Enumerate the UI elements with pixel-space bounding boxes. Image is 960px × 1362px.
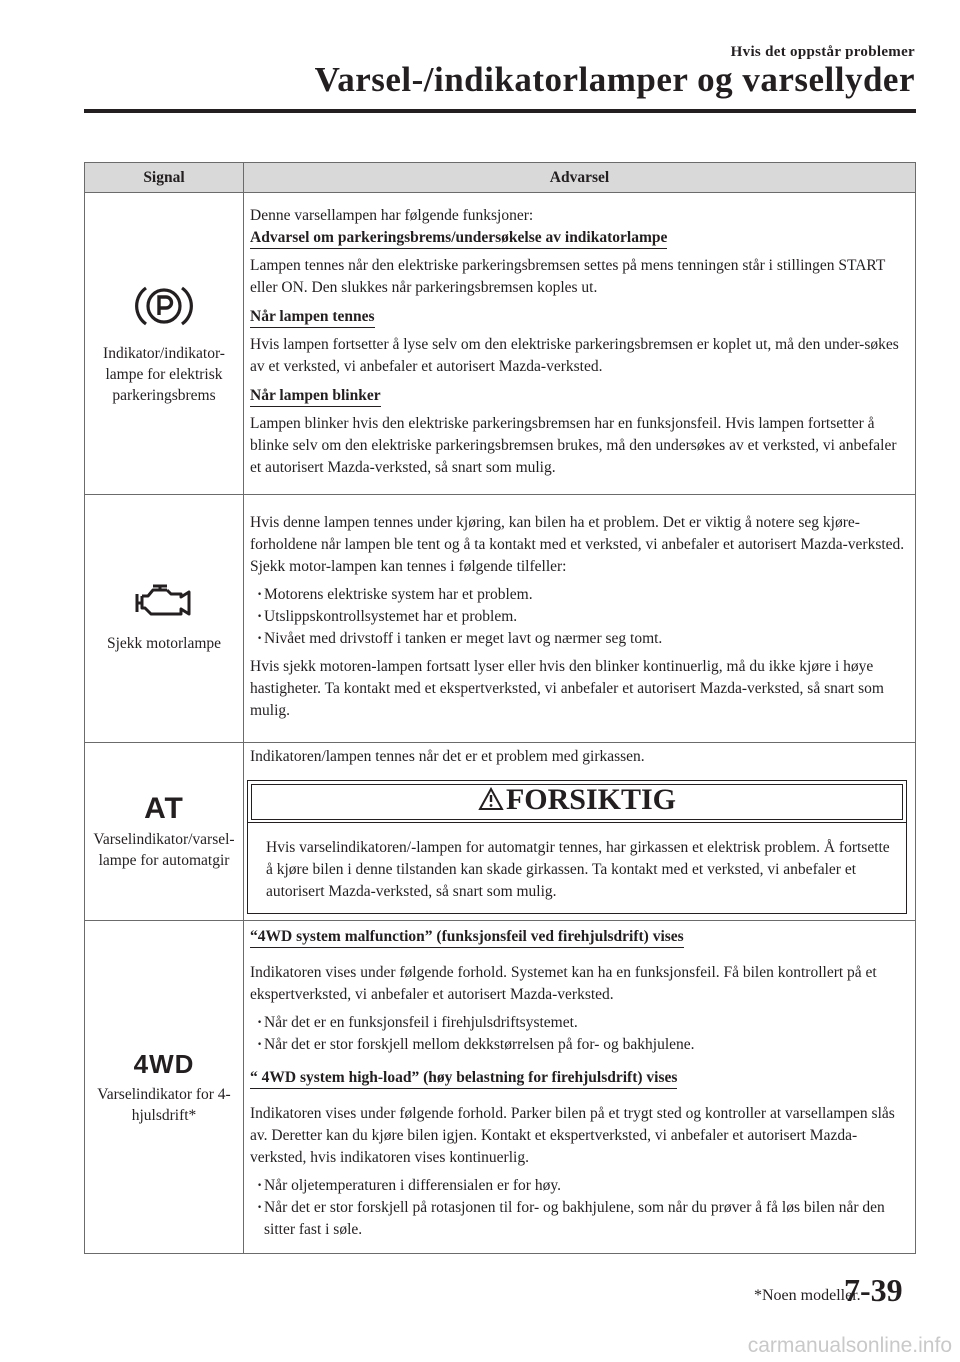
list-item: · Når det er en funksjonsfeil i firehjulsdriftsystemet. <box>258 1012 907 1034</box>
caution-box <box>247 780 907 914</box>
paragraph: Hvis lampen fortsetter å lyse selv om den elektriske parkeringsbremsen er koplet ut, må den under-søkes av et verksted, vi anbefaler et autorisert Mazda-verksted. <box>250 335 899 375</box>
paragraph: Sjekk motor-lampen kan tennes i følgende tilfeller: <box>250 557 567 575</box>
warning-triangle-icon <box>478 783 504 821</box>
subheading: “ 4WD system high-load” (høy belastning for firehjulsdrift) vises <box>250 1068 677 1089</box>
paragraph: Lampen blinker hvis den elektriske parkeringsbremsen har en funksjonsfeil. Hvis lampen fortsetter å blinke selv om den elektriske parkeringsbremsen brukes, må den undersøkes av et verksted, vi anbefaler et autorisert Mazda-verksted, så snart som mulig. <box>250 414 897 476</box>
list-item: · Når oljetemperaturen i differensialen er for høy. <box>258 1175 907 1197</box>
signal-cell <box>85 495 244 743</box>
signal-cell <box>85 921 244 1254</box>
list-item: · Motorens elektriske system har et problem. <box>258 584 907 606</box>
signal-label: Varselindikator/varsel-lampe for automatgir <box>93 830 235 869</box>
warning-cell <box>244 921 916 1254</box>
page-number: 7-39 <box>844 1272 903 1308</box>
list-item: · Nivået med drivstoff i tanken er meget lavt og nærmer seg tomt. <box>258 628 907 650</box>
warning-cell <box>244 743 916 921</box>
paragraph: Indikatoren vises under følgende forhold. Systemet kan ha en funksjonsfeil. Få bilen kontrollert på et ekspertverksted, vi anbefaler et autorisert Mazda-verksted. <box>250 964 877 1003</box>
list-item: · Når det er stor forskjell mellom dekkstørrelsen på for- og bakhjulene. <box>258 1034 907 1056</box>
table-row <box>85 495 916 743</box>
caution-title: FORSIKTIG <box>505 782 677 816</box>
signal-label: Sjekk motorlampe <box>106 634 222 652</box>
list-item: · Utslippskontrollsystemet har et problem. <box>258 606 907 628</box>
paragraph: Hvis denne lampen tennes under kjøring, kan bilen ha et problem. Det er viktig å notere seg kjøre-forholdene når lampen ble tent og å ta kontakt med et verksted, vi anbefaler et autorisert Mazda-verksted. <box>250 513 905 553</box>
watermark: carmanualsonline.info <box>747 1334 952 1357</box>
caution-text: Hvis varselindikatoren/-lampen for automatgir tennes, har girkassen et elektrisk problem. Å fortsette å kjøre bilen i denne tilstanden kan skade girkassen. Ta kontakt med et verksted, vi anbefaler et autorisert Mazda-verksted, så snart som mulig. <box>266 838 890 900</box>
caution-header <box>248 781 906 823</box>
column-header-signal: Signal <box>85 163 244 193</box>
section-subtitle: Hvis det oppstår problemer <box>730 44 915 60</box>
page-title: Varsel-/indikatorlamper og varsellyder <box>314 60 915 99</box>
column-header-warning: Advarsel <box>244 163 916 193</box>
table-header-row <box>85 163 916 193</box>
paragraph: Indikatoren/lampen tennes når det er et problem med girkassen. <box>250 747 645 765</box>
paragraph: Indikatoren vises under følgende forhold. Parker bilen på et trygt sted og kontroller at varsellampen slås av. Deretter kan du kjøre bilen igjen. Kontakt et ekspertverksted, vi anbefaler et autorisert Mazda-verksted, hvis indikatoren vises kontinuerlig. <box>250 1105 895 1166</box>
signal-label: Indikator/indikator-lampe for elektrisk parkeringsbrems <box>103 344 225 404</box>
warning-cell <box>244 193 916 495</box>
table-row <box>85 743 916 921</box>
check-engine-icon <box>89 584 239 627</box>
automatic-transmission-at-icon: AT <box>144 791 184 825</box>
warning-cell <box>244 495 916 743</box>
bullet-list <box>250 584 907 650</box>
paragraph: Lampen tennes når den elektriske parkeringsbremsen settes på mens tenningen står i stillingen START eller ON. Den slukkes når parkeringsbremsen koples ut. <box>250 256 886 296</box>
footnote: *Noen modeller. <box>754 1287 861 1304</box>
signal-cell <box>85 743 244 921</box>
parking-brake-p-icon <box>89 282 239 337</box>
subheading: Advarsel om parkeringsbrems/undersøkelse av indikatorlampe <box>250 228 667 249</box>
bullet-list <box>250 1175 907 1241</box>
four-wheel-drive-4wd-icon: 4WD <box>133 1049 195 1079</box>
paragraph: Denne varsellampen har følgende funksjoner: <box>250 206 534 224</box>
signal-label: Varselindikator for 4-hjulsdrift* <box>97 1086 231 1124</box>
subheading: Når lampen tennes <box>250 307 375 328</box>
table-row <box>85 921 916 1254</box>
bullet-list <box>250 1012 907 1056</box>
subheading: Når lampen blinker <box>250 386 381 407</box>
table-row <box>85 193 916 495</box>
signal-cell <box>85 193 244 495</box>
subheading: “4WD system malfunction” (funksjonsfeil ved firehjulsdrift) vises <box>250 927 684 948</box>
warning-lamps-table <box>84 162 916 1254</box>
header-rule <box>84 109 916 113</box>
list-item: · Når det er stor forskjell på rotasjonen til for- og bakhjulene, som når du prøver å få løs bilen når den sitter fast i søle. <box>258 1197 907 1241</box>
paragraph: Hvis sjekk motoren-lampen fortsatt lyser eller hvis den blinker kontinuerlig, må du ikke kjøre i høye hastigheter. Ta kontakt med et ekspertverksted, vi anbefaler et autorisert Mazda-verksted, så snart som mulig. <box>250 657 884 719</box>
